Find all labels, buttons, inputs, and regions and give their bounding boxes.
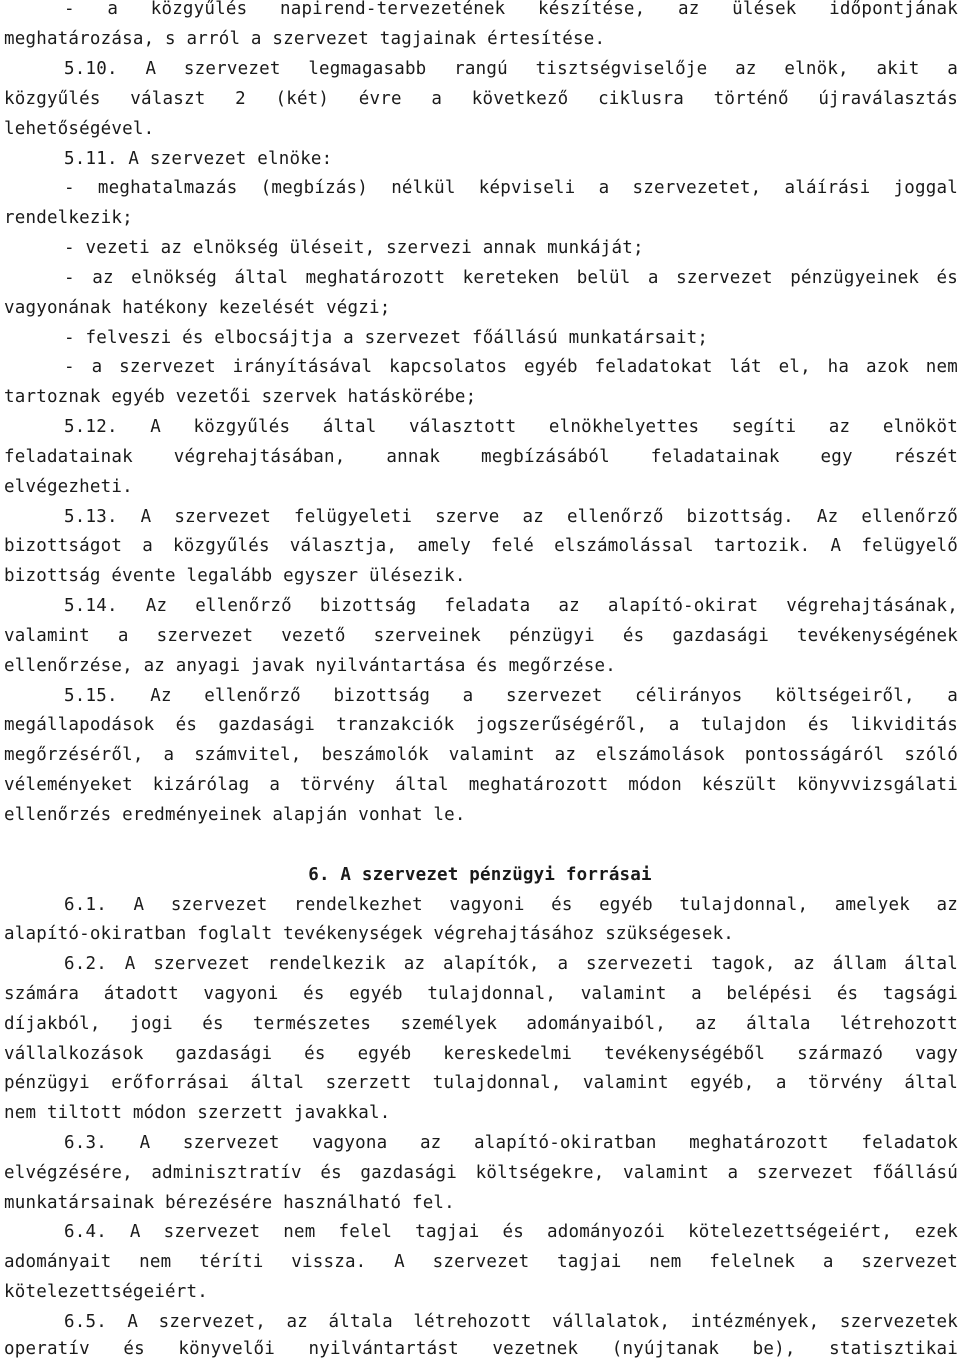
text-line: kötelezettségeiért. [4, 1282, 208, 1302]
text-line: megőrzéséről, a számvitel, beszámolók valamint az elszámolások pontosságáról szóló [4, 745, 958, 765]
section-heading: 6. A szervezet pénzügyi forrásai [308, 865, 652, 885]
text-line: tartoznak egyéb vezetői szervek hatáskörébe; [4, 387, 477, 407]
text-line: rendelkezik; [4, 208, 133, 228]
text-line: lehetőségével. [4, 119, 155, 139]
text-line: vagyonának hatékony kezelését végzi; [4, 298, 391, 318]
text-line: alapító-okiratban foglalt tevékenységek végrehajtásához szükségesek. [4, 924, 735, 944]
text-line: 6.2. A szervezet rendelkezik az alapítók, a szervezeti tagok, az állam által [64, 954, 958, 974]
text-line: 5.13. A szervezet felügyeleti szerve az ellenőrző bizottság. Az ellenőrző [64, 507, 958, 527]
text-line: adományait nem téríti vissza. A szervezet tagjai nem felelnek a szervezet [4, 1252, 958, 1272]
text-line: 6.4. A szervezet nem felel tagjai és adományozói kötelezettségeiért, ezek [64, 1222, 958, 1242]
text-line: ellenőrzés eredményeinek alapján vonhat le. [4, 805, 466, 825]
text-line: bizottságot a közgyűlés választja, amely felé elszámolással tartozik. A felügyelő [4, 536, 958, 556]
text-line: bizottság évente legalább egyszer ülésezik. [4, 566, 466, 586]
text-line: munkatársainak bérezésére használható fel. [4, 1193, 455, 1213]
text-line: - az elnökség által meghatározott kereteken belül a szervezet pénzügyeinek és [64, 268, 958, 288]
text-line: meghatározása, s arról a szervezet tagjainak értesítése. [4, 29, 606, 49]
text-line: valamint a szervezet vezető szerveinek pénzügyi és gazdasági tevékenységének [4, 626, 958, 646]
text-line: operatív és könyvelői nyilvántartást vezetnek (nyújtanak be), statisztikai [4, 1339, 958, 1359]
text-line: számára átadott vagyoni és egyéb tulajdonnal, valamint a belépési és tagsági [4, 984, 958, 1004]
text-line: vállalkozások gazdasági és egyéb kereskedelmi tevékenységéből származó vagy [4, 1044, 958, 1064]
text-line: ellenőrzése, az anyagi javak nyilvántartása és megőrzése. [4, 656, 616, 676]
text-line: közgyűlés választ 2 (két) évre a következő ciklusra történő újraválasztás [4, 89, 958, 109]
text-line: 6.3. A szervezet vagyona az alapító-okiratban meghatározott feladatok [64, 1133, 958, 1153]
text-line: - a közgyűlés napirend-tervezetének készítése, az ülések időpontjának [64, 0, 958, 19]
text-line: 5.10. A szervezet legmagasabb rangú tisztségviselője az elnök, akit a [64, 59, 958, 79]
text-line: 5.15. Az ellenőrző bizottság a szervezet célirányos költségeiről, a [64, 686, 958, 706]
text-line: véleményeket kizárólag a törvény által meghatározott módon készült könyvvizsgálati [4, 775, 958, 795]
text-line: nem tiltott módon szerzett javakkal. [4, 1103, 391, 1123]
text-line: - vezeti az elnökség üléseit, szervezi annak munkáját; [64, 238, 644, 258]
text-line: 5.14. Az ellenőrző bizottság feladata az alapító-okirat végrehajtásának, [64, 596, 958, 616]
text-line: 5.11. A szervezet elnöke: [64, 149, 333, 169]
text-line: 6.5. A szervezet, az általa létrehozott vállalatok, intézmények, szervezetek [64, 1312, 958, 1332]
text-line: - a szervezet irányításával kapcsolatos egyéb feladatokat lát el, ha azok nem [64, 357, 958, 377]
text-line: - meghatalmazás (megbízás) nélkül képviseli a szervezetet, aláírási joggal [64, 178, 958, 198]
text-line: pénzügyi erőforrásai által szerzett tulajdonnal, valamint egyéb, a törvény által [4, 1073, 958, 1093]
text-line: megállapodások és gazdasági tranzakciók jogszerűségéről, a tulajdon és likviditás [4, 715, 958, 735]
text-line: 5.12. A közgyűlés által választott elnökhelyettes segíti az elnököt [64, 417, 958, 437]
text-line: feladatainak végrehajtásában, annak megbízásából feladatainak egy részét [4, 447, 958, 467]
text-line: elvégezheti. [4, 477, 133, 497]
text-line: elvégzésére, adminisztratív és gazdasági költségekre, valamint a szervezet főállású [4, 1163, 958, 1183]
text-line: 6.1. A szervezet rendelkezhet vagyoni és egyéb tulajdonnal, amelyek az [64, 895, 958, 915]
text-line: - felveszi és elbocsájtja a szervezet főállású munkatársait; [64, 328, 709, 348]
text-line: díjakból, jogi és természetes személyek adományaiból, az általa létrehozott [4, 1014, 958, 1034]
